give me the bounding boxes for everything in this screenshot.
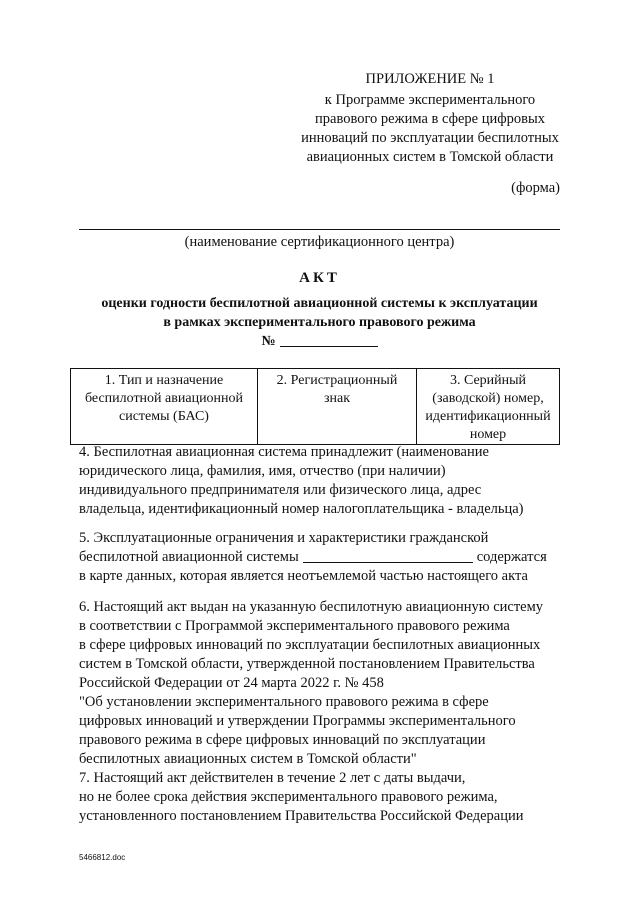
paragraph-line: установленного постановлением Правительства Российской Федерации — [79, 808, 524, 824]
fill-in-blank — [303, 549, 473, 563]
annex-line: авиационных систем в Томской области — [306, 149, 554, 165]
paragraph-line: в соответствии с Программой экспериментального правового режима — [79, 618, 510, 634]
paragraph-line: владельца, идентификационный номер налогоплательщика - владельца) — [79, 501, 524, 517]
paragraph-line — [79, 548, 563, 567]
act-number-label: № — [261, 334, 276, 349]
paragraph-5 — [79, 529, 563, 586]
form-label: (форма) — [511, 180, 560, 196]
paragraph-line: индивидуального предпринимателя или физического лица, адрес — [79, 482, 482, 498]
paragraph-line: в сфере цифровых инноваций по эксплуатации беспилотных авиационных — [79, 637, 541, 653]
paragraph-line: юридического лица, фамилия, имя, отчество (при наличии) — [79, 463, 446, 479]
act-subtitle-line: в рамках экспериментального правового режима — [163, 315, 476, 330]
paragraph-4 — [79, 443, 563, 519]
paragraph-6 — [79, 598, 563, 769]
table-row — [71, 369, 560, 445]
paragraph-line: Российской Федерации от 24 марта 2022 г. № 458 — [79, 675, 384, 691]
table-cell-serial: 3. Серийный (заводской) номер, идентификационный номер — [417, 369, 560, 445]
paragraph-line: "Об установлении экспериментального правового режима в сфере — [79, 694, 489, 710]
annex-line: правового режима в сфере цифровых — [315, 111, 545, 127]
file-name-footer: 5466812.doc — [79, 853, 126, 862]
paragraph-line: беспилотных авиационных систем в Томской области" — [79, 751, 417, 767]
paragraph-line: но не более срока действия экспериментального правового режима, — [79, 789, 498, 805]
annex-title: ПРИЛОЖЕНИЕ № 1 — [365, 71, 495, 87]
paragraph-text: беспилотной авиационной системы — [79, 549, 299, 565]
cert-center-caption: (наименование сертификационного центра) — [184, 234, 455, 250]
act-subtitle — [79, 294, 560, 332]
annex-block — [290, 70, 570, 167]
paragraph-line: в карте данных, которая является неотъемлемой частью настоящего акта — [79, 568, 528, 584]
act-subtitle-line: оценки годности беспилотной авиационной системы к эксплуатации — [101, 296, 538, 311]
paragraph-line: цифровых инноваций и утверждении Программы экспериментального — [79, 713, 516, 729]
table-cell-type: 1. Тип и назначение беспилотной авиационной системы (БАС) — [71, 369, 258, 445]
paragraph-line: правового режима в сфере цифровых инноваций по эксплуатации — [79, 732, 486, 748]
annex-line: инноваций по эксплуатации беспилотных — [301, 130, 559, 146]
act-number — [79, 332, 560, 350]
cert-center-blank-line — [79, 229, 560, 230]
annex-line: к Программе экспериментального — [324, 92, 536, 108]
table-cell-registration: 2. Регистрационный знак — [258, 369, 417, 445]
paragraph-line: 7. Настоящий акт действителен в течение 2 лет с даты выдачи, — [79, 770, 466, 786]
act-title: АКТ — [299, 270, 340, 286]
paragraph-text: содержатся — [476, 549, 547, 565]
paragraph-7 — [79, 769, 563, 826]
act-number-blank — [280, 332, 378, 347]
paragraph-line: систем в Томской области, утвержденной постановлением Правительства — [79, 656, 535, 672]
paragraph-line: 4. Беспилотная авиационная система принадлежит (наименование — [79, 444, 489, 460]
paragraph-line: 5. Эксплуатационные ограничения и характеристики гражданской — [79, 530, 489, 546]
bas-info-table — [70, 368, 560, 445]
paragraph-line: 6. Настоящий акт выдан на указанную беспилотную авиационную систему — [79, 599, 544, 615]
